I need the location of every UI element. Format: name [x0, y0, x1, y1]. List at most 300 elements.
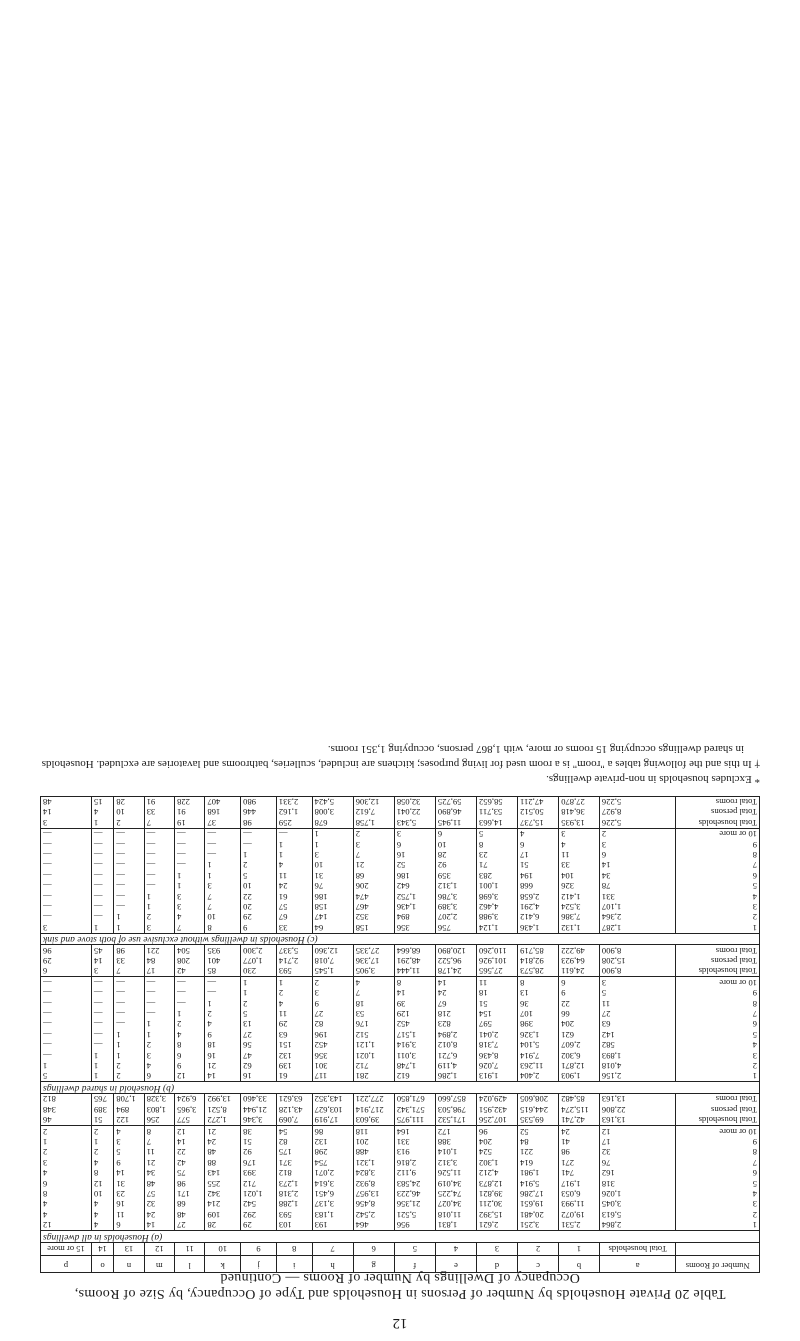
table-cell: —	[91, 860, 113, 870]
table-cell: —	[114, 850, 144, 860]
table-cell: 171	[175, 1189, 205, 1199]
column-letter: e	[435, 1256, 476, 1273]
table-cell: 28	[205, 1220, 241, 1231]
table-cell: 4,018	[599, 1061, 676, 1071]
table-cell: 86	[312, 1126, 353, 1137]
table-cell: 175	[276, 1147, 312, 1157]
table-cell: —	[41, 850, 92, 860]
table-cell: —	[91, 881, 113, 891]
table-cell: 9	[175, 1061, 205, 1071]
table-cell: 2,816	[394, 1157, 435, 1167]
table-cell: —	[241, 828, 277, 839]
table-cell: 389	[91, 1104, 113, 1114]
table-cell: 28	[114, 796, 144, 807]
table-row	[41, 839, 760, 849]
table-cell: 18	[205, 1040, 241, 1050]
column-number: 15 or more	[41, 1242, 92, 1255]
table-cell: 371	[276, 1157, 312, 1167]
table-cell: —	[91, 902, 113, 912]
table-cell: 4	[276, 998, 312, 1008]
table-cell: —	[91, 1019, 113, 1029]
table-cell: 6	[518, 839, 559, 849]
table-cell: 593	[276, 1209, 312, 1219]
table-cell: 2,714	[276, 956, 312, 966]
table-cell: 2,894	[435, 1029, 476, 1039]
table-cell: 11	[559, 850, 600, 860]
table-cell: 2	[144, 912, 174, 922]
table-cell: 6,053	[559, 1189, 600, 1199]
row-label: 2	[676, 1061, 760, 1071]
column-header-total-households: Total households	[599, 1242, 676, 1255]
table-cell: —	[144, 850, 174, 860]
table-cell: 204	[559, 1019, 600, 1029]
table-cell: 318	[599, 1178, 676, 1188]
table-cell: 1,162	[276, 807, 312, 817]
table-cell: 96	[476, 1126, 517, 1137]
table-cell: 8	[518, 977, 559, 988]
column-letter: n	[114, 1256, 144, 1273]
table-cell: 612	[394, 1071, 435, 1082]
table-cell: 12,360	[312, 945, 353, 956]
table-cell: 27	[312, 1009, 353, 1019]
table-cell: 281	[353, 1071, 394, 1082]
row-label: 4	[676, 1040, 760, 1050]
table-cell: —	[144, 1009, 174, 1019]
table-cell: 741	[559, 1168, 600, 1178]
table-cell: 1,803	[144, 1104, 174, 1114]
table-cell: —	[114, 1019, 144, 1029]
table-cell: 61	[276, 1071, 312, 1082]
row-label: 1	[676, 922, 760, 933]
table-cell: —	[144, 998, 174, 1008]
table-cell: 17	[518, 850, 559, 860]
table-cell: 331	[394, 1137, 435, 1147]
table-cell: 218	[435, 1009, 476, 1019]
table-cell: 614	[518, 1157, 559, 1167]
table-cell: 221	[518, 1147, 559, 1157]
table-cell: 29	[241, 1220, 277, 1231]
table-cell: —	[114, 988, 144, 998]
table-cell: 4	[175, 912, 205, 922]
table-cell: —	[144, 870, 174, 880]
table-cell: 398	[518, 1019, 559, 1029]
table-cell: 1,021	[353, 1050, 394, 1060]
table-row	[41, 1071, 760, 1082]
table-cell: 6	[435, 828, 476, 839]
table-cell: —	[41, 860, 92, 870]
table-cell: 9	[559, 988, 600, 998]
table-cell: 1,021	[241, 1189, 277, 1199]
table-cell: —	[144, 988, 174, 998]
table-cell: 107,256	[476, 1115, 517, 1126]
row-label: 1	[676, 1071, 760, 1082]
column-letter: h	[312, 1256, 353, 1273]
footnote: * Excludes households in non-private dwellings.	[546, 773, 760, 785]
table-cell: 4	[114, 1126, 144, 1137]
section-heading-row	[41, 933, 760, 944]
footnotes	[40, 741, 760, 786]
column-letter: i	[276, 1256, 312, 1273]
row-label: 10 or more	[676, 1126, 760, 1137]
table-cell: 277,221	[353, 1093, 394, 1104]
table-cell: 2	[241, 998, 277, 1008]
table-cell: 3	[144, 922, 174, 933]
table-cell: 2	[205, 1009, 241, 1019]
table-cell: 151	[276, 1040, 312, 1050]
table-row	[41, 1157, 760, 1167]
table-cell: 1	[91, 1071, 113, 1082]
table-cell: 1	[144, 891, 174, 901]
row-label: Total rooms	[676, 945, 760, 956]
table-cell: 642	[394, 881, 435, 891]
table-cell: 24	[559, 1126, 600, 1137]
table-cell: 27	[241, 1029, 277, 1039]
table-cell: 51	[476, 998, 517, 1008]
table-cell: 46,890	[435, 807, 476, 817]
row-label: 6	[676, 1019, 760, 1029]
table-cell: 193	[312, 1220, 353, 1231]
table-cell: 14	[91, 956, 113, 966]
table-cell: 7	[114, 966, 144, 977]
table-cell: 7,386	[559, 912, 600, 922]
table-cell: 39	[394, 998, 435, 1008]
table-cell: 19,651	[518, 1199, 559, 1209]
table-cell: 50,512	[518, 807, 559, 817]
table-row	[41, 881, 760, 891]
table-cell: 33	[114, 956, 144, 966]
row-label: 4	[676, 1189, 760, 1199]
table-cell: —	[41, 881, 92, 891]
table-cell: 11,945	[435, 817, 476, 828]
table-cell: 452	[394, 1019, 435, 1029]
table-cell: 21	[205, 1061, 241, 1071]
table-cell: 63	[276, 1029, 312, 1039]
table-cell: 13,957	[353, 1189, 394, 1199]
table-cell: 7	[175, 922, 205, 933]
table-cell: 68	[353, 870, 394, 880]
table-cell: —	[91, 891, 113, 901]
table-cell: 42,741	[559, 1115, 600, 1126]
table-cell: —	[91, 998, 113, 1008]
table-cell: 3,328	[144, 1093, 174, 1104]
row-label: 9	[676, 988, 760, 998]
table-row	[41, 817, 760, 828]
table-cell: 6,721	[435, 1050, 476, 1060]
table-cell: 24,178	[435, 966, 476, 977]
table-row	[41, 977, 760, 988]
table-cell: 122	[114, 1115, 144, 1126]
table-cell: 63,621	[276, 1093, 312, 1104]
table-cell: 1	[175, 881, 205, 891]
column-number: 5	[394, 1242, 435, 1255]
table-cell: 1,077	[241, 956, 277, 966]
table-cell: 1,132	[559, 922, 600, 933]
table-cell: 10	[312, 860, 353, 870]
row-label: 2	[676, 912, 760, 922]
table-cell: 154	[476, 1009, 517, 1019]
table-cell: 52	[518, 1126, 559, 1137]
table-cell: 31	[114, 1178, 144, 1188]
table-cell: 1,183	[312, 1209, 353, 1219]
table-cell: 678	[312, 817, 353, 828]
table-cell: 11,018	[435, 1209, 476, 1219]
table-cell: 571,342	[394, 1104, 435, 1114]
row-label: 8	[676, 850, 760, 860]
table-cell: 103	[276, 1220, 312, 1231]
table-cell: 5	[114, 1147, 144, 1157]
table-cell: 935	[205, 945, 241, 956]
table-cell: 256	[144, 1115, 174, 1126]
table-cell: 1	[144, 1029, 174, 1039]
table-cell: 244,615	[518, 1104, 559, 1114]
table-cell: 7,026	[476, 1061, 517, 1071]
table-cell: 326	[559, 881, 600, 891]
table-cell: 597	[476, 1019, 517, 1029]
table-cell: —	[205, 828, 241, 839]
table-cell: —	[205, 850, 241, 860]
table-cell: 24	[144, 1209, 174, 1219]
page-title: Table 20 Private Households by Number of Persons in Households and Type of Occupancy, by Size of Rooms, Occupancy of Dwellings by Number of Rooms — Continued	[74, 1270, 726, 1301]
table-cell: 22,041	[394, 807, 435, 817]
table-cell: 17	[599, 1137, 676, 1147]
row-label: 7	[676, 1009, 760, 1019]
table-cell: 1,321	[353, 1157, 394, 1167]
table-cell: 62	[241, 1061, 277, 1071]
table-cell: 9	[205, 1029, 241, 1039]
table-cell: —	[205, 977, 241, 988]
row-label: 10 or more	[676, 977, 760, 988]
table-cell: 1	[241, 988, 277, 998]
table-row	[41, 1019, 760, 1029]
table-cell: 20	[241, 902, 277, 912]
table-cell: 9	[114, 1157, 144, 1167]
table-cell: 429,024	[476, 1093, 517, 1104]
table-cell: 5,104	[518, 1040, 559, 1050]
row-label: 5	[676, 1178, 760, 1188]
table-cell: 13,163	[599, 1093, 676, 1104]
table-cell: 48	[41, 796, 92, 807]
table-row	[41, 1050, 760, 1060]
table-cell: 283	[476, 870, 517, 880]
table-cell: 6,412	[518, 912, 559, 922]
table-cell: 2,300	[241, 945, 277, 956]
table-cell: 2,331	[276, 796, 312, 807]
table-cell: 74,225	[435, 1189, 476, 1199]
table-cell: 33	[559, 860, 600, 870]
table-row	[41, 956, 760, 966]
table-cell: 176	[353, 1019, 394, 1029]
table-cell: 29	[41, 956, 92, 966]
row-label: Total persons	[676, 807, 760, 817]
table-cell: 1,107	[599, 902, 676, 912]
section-heading: (b) Household in shared dwellings	[41, 1082, 760, 1093]
table-cell: —	[41, 912, 92, 922]
table-cell: 3	[144, 1050, 174, 1060]
table-cell: 5,226	[599, 796, 676, 807]
table-cell: 452	[312, 1040, 353, 1050]
section-heading: (a) Households in all dwellings	[41, 1231, 760, 1242]
table-cell: 32	[144, 1199, 174, 1209]
table-cell: 85	[205, 966, 241, 977]
table-row	[41, 1147, 760, 1157]
table-cell: 1,312	[435, 881, 476, 891]
column-number-blank	[676, 1242, 760, 1255]
table-cell: 9	[312, 998, 353, 1008]
table-cell: 7	[205, 891, 241, 901]
table-cell: 204	[476, 1137, 517, 1147]
table-cell: 6	[114, 1220, 144, 1231]
table-cell: 1,748	[394, 1061, 435, 1071]
row-label: 9	[676, 839, 760, 849]
row-label: Total households	[676, 966, 760, 977]
table-cell: 85,482	[559, 1093, 600, 1104]
row-label: 5	[676, 881, 760, 891]
table-cell: 342	[205, 1189, 241, 1199]
table-cell: 68	[175, 1199, 205, 1209]
table-cell: 5	[241, 1009, 277, 1019]
table-cell: 1,014	[435, 1147, 476, 1157]
table-cell: 14	[435, 977, 476, 988]
table-cell: 76	[312, 881, 353, 891]
table-cell: 298	[312, 1147, 353, 1157]
table-cell: 48	[175, 1209, 205, 1219]
table-cell: 47,211	[518, 796, 559, 807]
table-cell: 4	[353, 977, 394, 988]
table-cell: 913	[394, 1147, 435, 1157]
table-cell: 5	[41, 1071, 92, 1082]
table-cell: 64,923	[559, 956, 600, 966]
table-row	[41, 1040, 760, 1050]
table-cell: 143,352	[312, 1093, 353, 1104]
row-label: Total households	[676, 1115, 760, 1126]
table-cell: —	[114, 977, 144, 988]
table-cell: 142	[599, 1029, 676, 1039]
table-row	[41, 796, 760, 807]
table-cell: 29	[276, 1019, 312, 1029]
table-cell: 29	[241, 912, 277, 922]
table-cell: 66	[559, 1009, 600, 1019]
table-cell: 172	[435, 1126, 476, 1137]
table-cell: 1,981	[518, 1168, 559, 1178]
table-cell: 12	[175, 1071, 205, 1082]
table-cell: 2,404	[518, 1071, 559, 1082]
table-cell: 92	[241, 1147, 277, 1157]
table-cell: 4	[559, 839, 600, 849]
table-cell: 1,287	[599, 922, 676, 933]
table-cell: 92,814	[518, 956, 559, 966]
table-cell: 2,607	[559, 1040, 600, 1050]
column-letter-row	[41, 1256, 760, 1273]
table-cell: —	[241, 839, 277, 849]
table-row	[41, 1029, 760, 1039]
table-cell: 176	[241, 1157, 277, 1167]
table-cell: 1,326	[518, 1029, 559, 1039]
table-cell: 765	[91, 1093, 113, 1104]
table-cell: 5,613	[599, 1209, 676, 1219]
table-cell: —	[114, 881, 144, 891]
table-cell: 2,658	[518, 891, 559, 901]
table-cell: 18	[353, 998, 394, 1008]
table-cell: 34	[599, 870, 676, 880]
table-cell: 2,364	[599, 912, 676, 922]
table-cell: 812	[276, 1168, 312, 1178]
table-cell: 4	[91, 1157, 113, 1167]
column-number-row	[41, 1242, 760, 1255]
table-cell: 147	[312, 912, 353, 922]
table-cell: 407	[205, 796, 241, 807]
table-cell: —	[91, 828, 113, 839]
table-cell: 2	[276, 988, 312, 998]
table-cell: 13	[241, 1019, 277, 1029]
table-cell: 196	[312, 1029, 353, 1039]
table-cell: 1,436	[394, 902, 435, 912]
table-cell: 36	[518, 998, 559, 1008]
table-row	[41, 1178, 760, 1188]
table-cell: 6	[599, 850, 676, 860]
table-cell: —	[91, 1009, 113, 1019]
table-cell: 53,711	[476, 807, 517, 817]
table-cell: 23	[114, 1189, 144, 1199]
table-cell: 110,260	[476, 945, 517, 956]
table-cell: 467	[353, 902, 394, 912]
table-cell: 3	[91, 966, 113, 977]
table-cell: —	[144, 881, 174, 891]
table-cell: 194	[518, 870, 559, 880]
table-cell: 8	[41, 1189, 92, 1199]
table-cell: 401	[205, 956, 241, 966]
table-cell: 3,988	[476, 912, 517, 922]
table-cell: 4	[91, 1199, 113, 1209]
table-cell: 1	[276, 977, 312, 988]
table-cell: —	[175, 850, 205, 860]
table-cell: 1	[144, 902, 174, 912]
table-cell: 488	[353, 1147, 394, 1157]
table-cell: 1,001	[476, 881, 517, 891]
table-cell: —	[114, 839, 144, 849]
table-cell: 1	[205, 860, 241, 870]
table-cell: 69,535	[518, 1115, 559, 1126]
table-cell: 4	[144, 1061, 174, 1071]
table-cell: 3,346	[241, 1115, 277, 1126]
column-letter: g	[353, 1256, 394, 1273]
table-cell: 8	[175, 1040, 205, 1050]
table-cell: 3,045	[599, 1199, 676, 1209]
table-cell: 504	[175, 945, 205, 956]
column-number: 13	[114, 1242, 144, 1255]
section-heading-row	[41, 1082, 760, 1093]
table-cell: 668	[518, 881, 559, 891]
table-cell: 206	[353, 881, 394, 891]
table-cell: 32,058	[394, 796, 435, 807]
table-cell: 3	[312, 850, 353, 860]
table-cell: —	[91, 912, 113, 922]
table-cell: 98	[114, 945, 144, 956]
table-cell: 47	[241, 1050, 277, 1060]
column-number: 6	[353, 1242, 394, 1255]
table-cell: 1,026	[599, 1189, 676, 1199]
table-cell: 54	[276, 1126, 312, 1137]
table-cell: 15	[91, 796, 113, 807]
table-cell: 14	[175, 1137, 205, 1147]
table-cell: —	[114, 1009, 144, 1019]
table-cell: 7,069	[276, 1115, 312, 1126]
table-cell: 6,924	[175, 1093, 205, 1104]
table-cell: 11,263	[518, 1061, 559, 1071]
table-cell: 64	[312, 922, 353, 933]
table-cell: 20,481	[518, 1209, 559, 1219]
table-cell: 45	[91, 945, 113, 956]
table-cell: 6,451	[312, 1189, 353, 1199]
